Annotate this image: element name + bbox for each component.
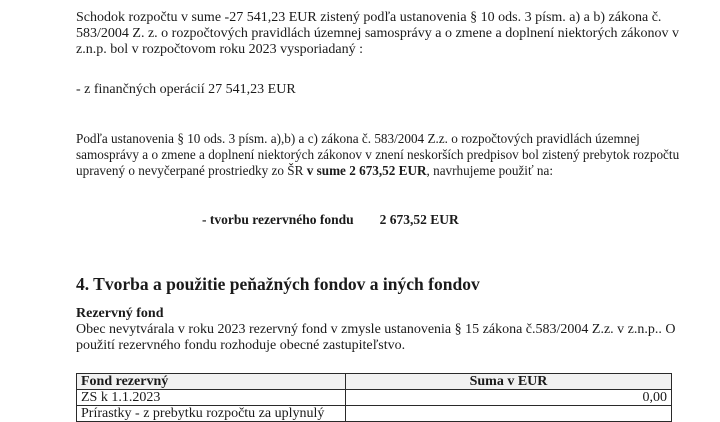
reserve-fund-table <box>76 373 672 422</box>
table-cell-value <box>346 406 672 422</box>
subheading-reserve-fund: Rezervný fond <box>76 306 164 321</box>
table-cell-label: ZS k 1.1.2023 <box>77 390 346 406</box>
financial-operations-line: - z finančných operácií 27 541,23 EUR <box>76 82 296 97</box>
surplus-paragraph-tail: , navrhujeme použiť na: <box>426 163 553 178</box>
reserve-fund-line <box>202 212 459 228</box>
reserve-fund-label: - tvorbu rezervného fondu <box>202 212 354 227</box>
reserve-fund-paragraph: Obec nevytvárala v roku 2023 rezervný fond v zmysle ustanovenia § 15 zákona č.583/2004 Z.z. v z.n.p.. O použití rezervného fondu rozhoduje obecné zastupiteľstvo. <box>76 322 676 353</box>
reserve-fund-amount: 2 673,52 EUR <box>379 212 459 227</box>
section-title: 4. Tvorba a použitie peňažných fondov a iných fondov <box>76 274 480 294</box>
table-row <box>77 406 672 422</box>
deficit-paragraph: Schodok rozpočtu v sume -27 541,23 EUR zistený podľa ustanovenia § 10 ods. 3 písm. a) a b) zákona č. 583/2004 Z. z. o rozpočtových pravidlách územnej samosprávy a o zmene a doplnení niektorých zákonov v z.n.p. bol v rozpočtovom roku 2023 vysporiadaný : <box>76 10 679 57</box>
table-header-fund: Fond rezervný <box>77 374 346 390</box>
table-header-amount: Suma v EUR <box>346 374 672 390</box>
table-header-row <box>77 374 672 390</box>
surplus-amount: v sume 2 673,52 EUR <box>306 163 427 178</box>
table-cell-value: 0,00 <box>346 390 672 406</box>
table-row <box>77 390 672 406</box>
surplus-paragraph-text: Podľa ustanovenia § 10 ods. 3 písm. a),b) a c) zákona č. 583/2004 Z.z. o rozpočtových pravidlách územnej samosprávy a o zmene a doplnení niektorých zákonov v znení neskorších predpisov bol zistený prebytok rozpočtu upravený o nevyčerpané prostriedky zo ŠR <box>76 131 680 178</box>
table-cell-label: Prírastky - z prebytku rozpočtu za uplynulý <box>77 406 346 422</box>
surplus-paragraph <box>76 131 688 179</box>
